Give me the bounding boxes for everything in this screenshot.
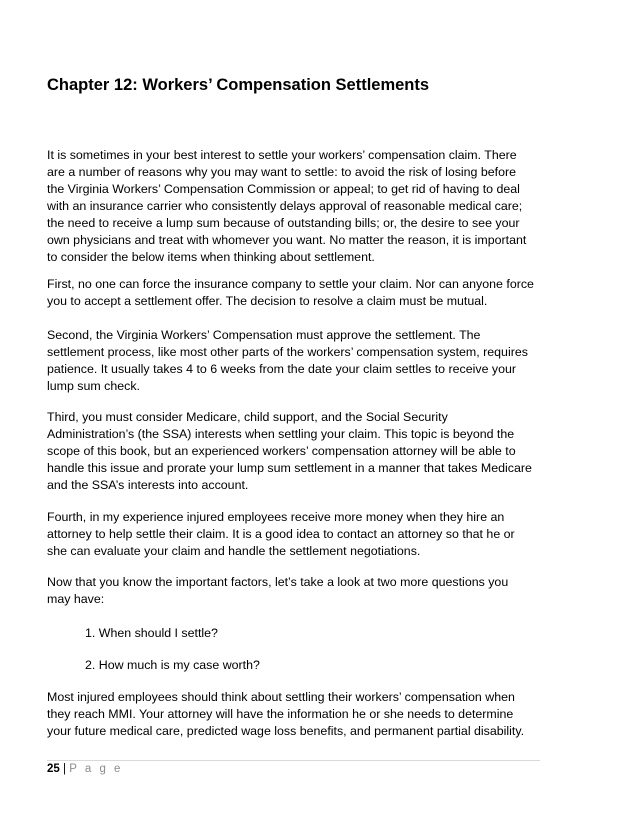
paragraph-fourth <box>47 509 567 560</box>
text-line: to consider the below items when thinking about settlement. <box>47 250 375 264</box>
text-line: you to accept a settlement offer. The decision to resolve a claim must be mutual. <box>47 294 488 308</box>
text-line: First, no one can force the insurance company to settle your claim. Nor can anyone force <box>47 277 534 291</box>
text-line: scope of this book, but an experienced workers’ compensation attorney will be able to <box>47 444 516 458</box>
text-line: own physicians and treat with whomever you want. No matter the reason, it is important <box>47 233 527 247</box>
text-line: your future medical care, predicted wage loss benefits, and permanent partial disability. <box>47 724 525 738</box>
text-line: with an insurance carrier who consistently delays approval of reasonable medical care; <box>47 199 523 213</box>
text-line: attorney to help settle their claim. It is a good idea to contact an attorney so that he or <box>47 527 515 541</box>
text-line: the need to receive a lump sum because of outstanding bills; or, the desire to see your <box>47 216 520 230</box>
text-line: the Virginia Workers’ Compensation Commission or appeal; to get rid of having to deal <box>47 182 520 196</box>
text-line: she can evaluate your claim and handle the settlement negotiations. <box>47 544 421 558</box>
footer-separator: | <box>63 763 66 775</box>
text-line: Now that you know the important factors, let’s take a look at two more questions you <box>47 575 509 589</box>
chapter-heading: Chapter 12: Workers’ Compensation Settlements <box>47 76 430 94</box>
page-footer <box>47 762 123 776</box>
question-item: 2. How much is my case worth? <box>85 658 260 672</box>
text-line: patience. It usually takes 4 to 6 weeks from the date your claim settles to receive your <box>47 362 517 376</box>
paragraph-closing <box>47 689 567 740</box>
paragraph-first <box>47 276 567 310</box>
text-line: settlement process, like most other parts of the workers’ compensation system, requires <box>47 345 528 359</box>
text-line: are a number of reasons why you may want to settle: to avoid the risk of losing before <box>47 165 517 179</box>
text-line: Fourth, in my experience injured employees receive more money when they hire an <box>47 510 505 524</box>
text-line: they reach MMI. Your attorney will have the information he or she needs to determine <box>47 707 514 721</box>
footer-divider <box>47 760 540 761</box>
text-line: Most injured employees should think about settling their workers’ compensation when <box>47 690 515 704</box>
text-line: It is sometimes in your best interest to settle your workers’ compensation claim. There <box>47 148 517 162</box>
text-line: Administration’s (the SSA) interests when settling your claim. This topic is beyond the <box>47 427 515 441</box>
text-line: Second, the Virginia Workers’ Compensation must approve the settlement. The <box>47 328 481 342</box>
text-line: handle this issue and prorate your lump sum settlement in a manner that takes Medicare <box>47 461 532 475</box>
text-line: may have: <box>47 592 105 606</box>
paragraph-second <box>47 327 567 395</box>
page-number: 25 <box>47 763 60 775</box>
paragraph-third <box>47 409 567 494</box>
question-item: 1. When should I settle? <box>85 626 218 640</box>
text-line: and the SSA’s interests into account. <box>47 478 249 492</box>
page-label: P a g e <box>69 763 123 775</box>
paragraph-intro <box>47 147 567 266</box>
paragraph-questions-intro <box>47 574 567 608</box>
text-line: Third, you must consider Medicare, child support, and the Social Security <box>47 410 448 424</box>
text-line: lump sum check. <box>47 379 140 393</box>
